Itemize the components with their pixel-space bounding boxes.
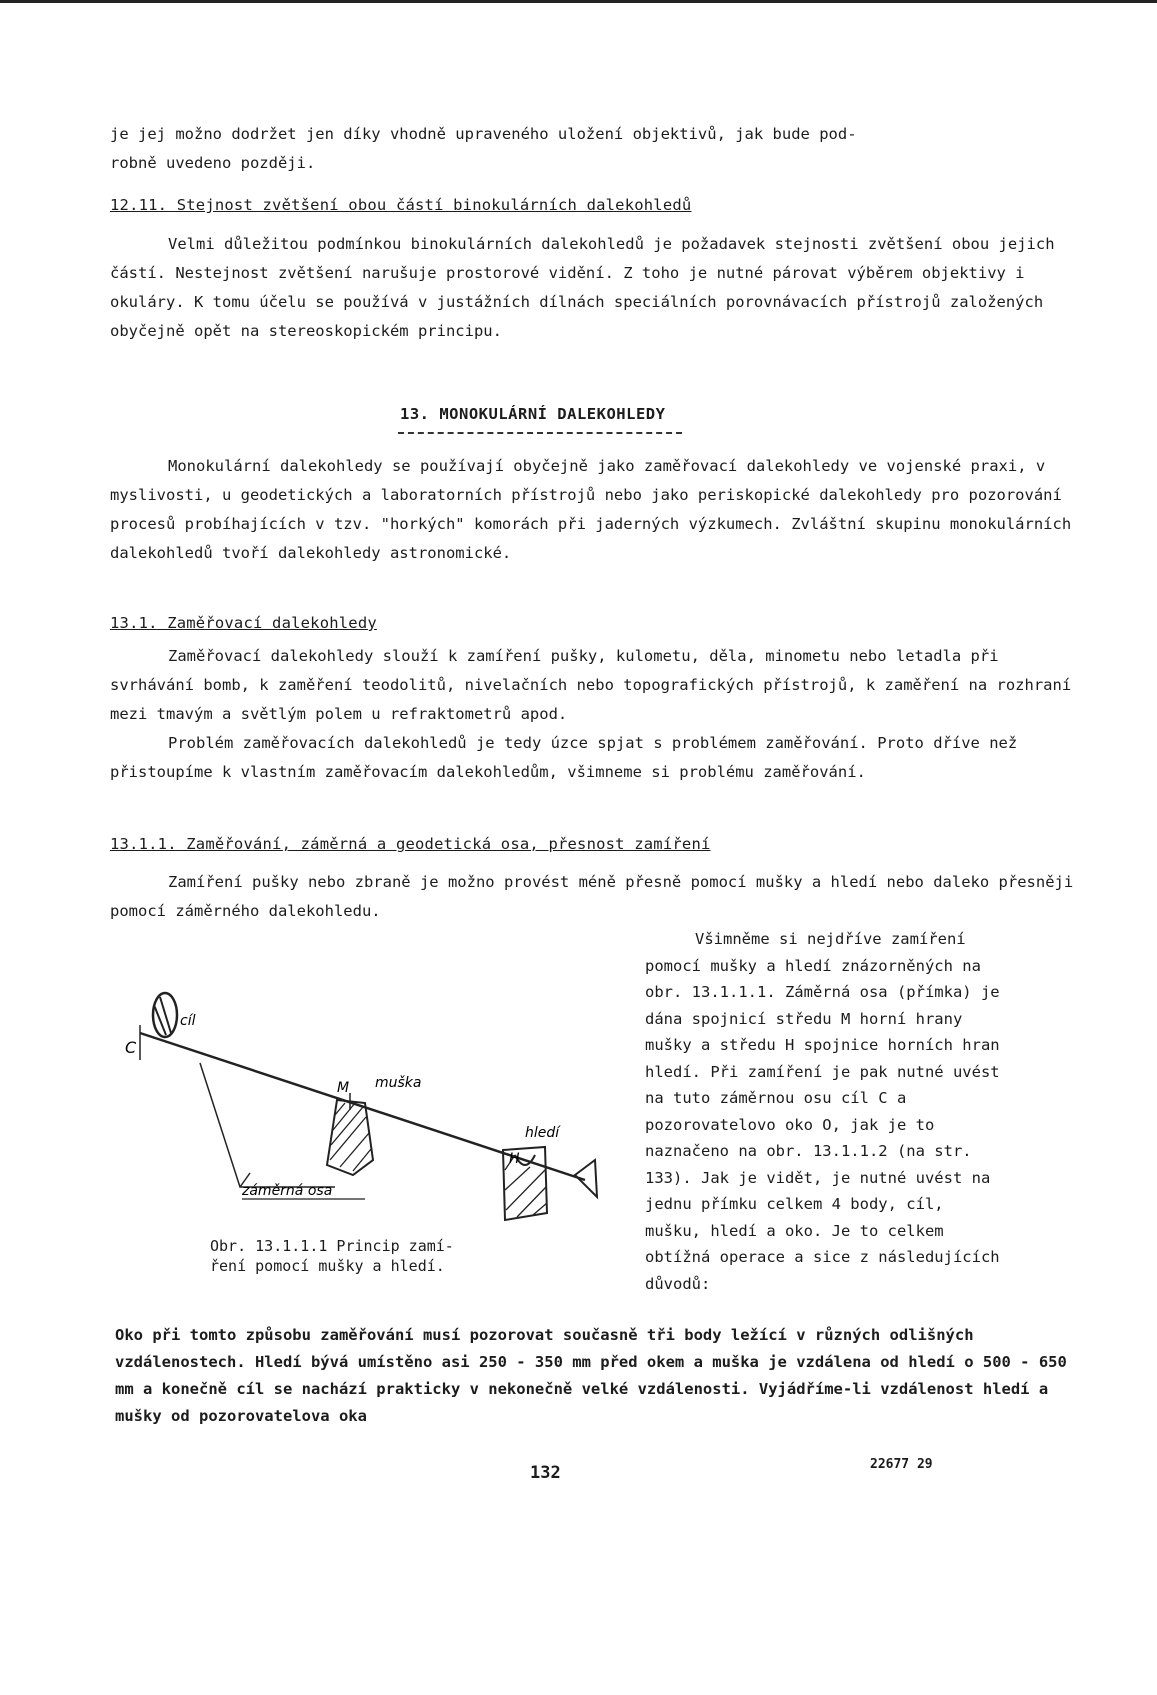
front-sight-shape (327, 1100, 373, 1175)
side-text-column (645, 926, 1005, 1297)
final-paragraph-block (115, 1322, 1085, 1430)
chapter-13-body (110, 452, 1075, 568)
intro-line-1: je jej možno dodržet jen díky vhodně upraveného uložení objektivů, jak bude pod- (110, 125, 857, 143)
label-H: H (509, 1151, 520, 1167)
side-paragraph: Všimněme si nejdříve zamíření pomocí mušky a hledí znázorněných na obr. 13.1.1.1. Záměrná osa (přímka) je dána spojnicí středu M horní hrany mušky a středu H spojnice horních hran hledí. Při zamíření je pak nutné uvést na tuto záměrnou osu cíl C a pozorovatelovo oko O, jak je to naznačeno na obr. 13.1.1.2 (na str. 133). Jak je vidět, je nutné uvést na jednu přímku celkem 4 body, cíl, mušku, hledí a oko. Je to celkem obtížná operace a sice z následujících důvodů: (645, 930, 1000, 1293)
chapter-title-underline (398, 432, 682, 434)
intro-text (110, 120, 1070, 178)
section-12-11-heading: 12.11. Stejnost zvětšení obou částí binokulárních dalekohledů (110, 196, 692, 214)
section-13-1-1-paragraph-1: Zamíření pušky nebo zbraně je možno provést méně přesně pomocí mušky a hledí nebo daleko přesněji pomocí záměrného dalekohledu. (110, 873, 1074, 920)
figure-caption-line-1: Obr. 13.1.1.1 Princip zamí- (210, 1237, 454, 1255)
document-code: 22677 29 (870, 1457, 933, 1472)
section-13-1-1-intro (110, 868, 1075, 926)
front-sight-hatching (330, 1103, 371, 1171)
intro-line-2: robně uvedeno později. (110, 154, 316, 172)
figure-caption (210, 1236, 454, 1276)
chapter-13-paragraph: Monokulární dalekohledy se používají obyčejně jako zaměřovací dalekohledy ve vojenské praxi, v myslivosti, u geodetických a laboratorních přístrojů nebo jako periskopické dalekohledy pro pozorování procesů probíhajících v tzv. "horkých" komorách při jaderných výzkumech. Zvláštní skupinu monokulárních dalekohledů tvoří dalekohledy astronomické. (110, 457, 1072, 562)
axis-label-pointer (200, 1063, 335, 1187)
figure-sighting-diagram (105, 975, 625, 1225)
section-13-1-paragraph-1: Zaměřovací dalekohledy slouží k zamíření pušky, kulometu, děla, minometu nebo letadla při svrhávání bomb, k zaměření teodolitů, nivelačních nebo topografických přístrojů, k zaměření na rozhraní mezi tmavým a světlým polem u refraktometrů apod. (110, 647, 1072, 723)
page-number: 132 (530, 1463, 561, 1483)
section-13-1-1-heading: 13.1.1. Zaměřování, záměrná a geodetická osa, přesnost zamíření (110, 835, 711, 853)
label-zamerna-osa: záměrná osa (242, 1183, 333, 1199)
top-border-line (0, 0, 1157, 3)
figure-caption-line-2: ření pomocí mušky a hledí. (210, 1257, 445, 1275)
section-13-1-heading: 13.1. Zaměřovací dalekohledy (110, 614, 377, 632)
label-C: C (125, 1038, 137, 1057)
eye-symbol (575, 1160, 597, 1197)
section-13-1-1-paragraph-2: Oko při tomto způsobu zaměřování musí pozorovat současně tři body ležící v různých odlišných vzdálenostech. Hledí bývá umístěno asi 250 - 350 mm před okem a muška je vzdálena od hledí o 500 - 650 mm a konečně cíl se nachází prakticky v nekonečně velké vzdálenosti. Vyjádříme-li vzdálenost hledí a mušky od pozorovatelova oka (115, 1326, 1067, 1425)
section-13-1-paragraph-2: Problém zaměřovacích dalekohledů je tedy úzce spjat s problémem zaměřování. Proto dříve než přistoupíme k vlastním zaměřovacím dalekohledům, všimneme si problému zaměřování. (110, 734, 1018, 781)
target-hatch (160, 997, 171, 1033)
section-12-11-body (110, 230, 1075, 346)
section-12-11-paragraph: Velmi důležitou podmínkou binokulárních dalekohledů je požadavek stejnosti zvětšení obou jejich částí. Nestejnost zvětšení narušuje prostorové vidění. Z toho je nutné párovat výběrem objektivy i okuláry. K tomu účelu se používá v justážních dílnách speciálních porovnávacích přístrojů založených obyčejně opět na stereoskopickém principu. (110, 235, 1055, 340)
label-muska: muška (375, 1075, 422, 1091)
label-M: M (337, 1080, 350, 1096)
chapter-13-title: 13. MONOKULÁRNÍ DALEKOHLEDY (400, 405, 666, 423)
section-13-1-body (110, 642, 1075, 787)
label-cil: cíl (180, 1013, 196, 1029)
label-hledi: hledí (525, 1125, 560, 1141)
